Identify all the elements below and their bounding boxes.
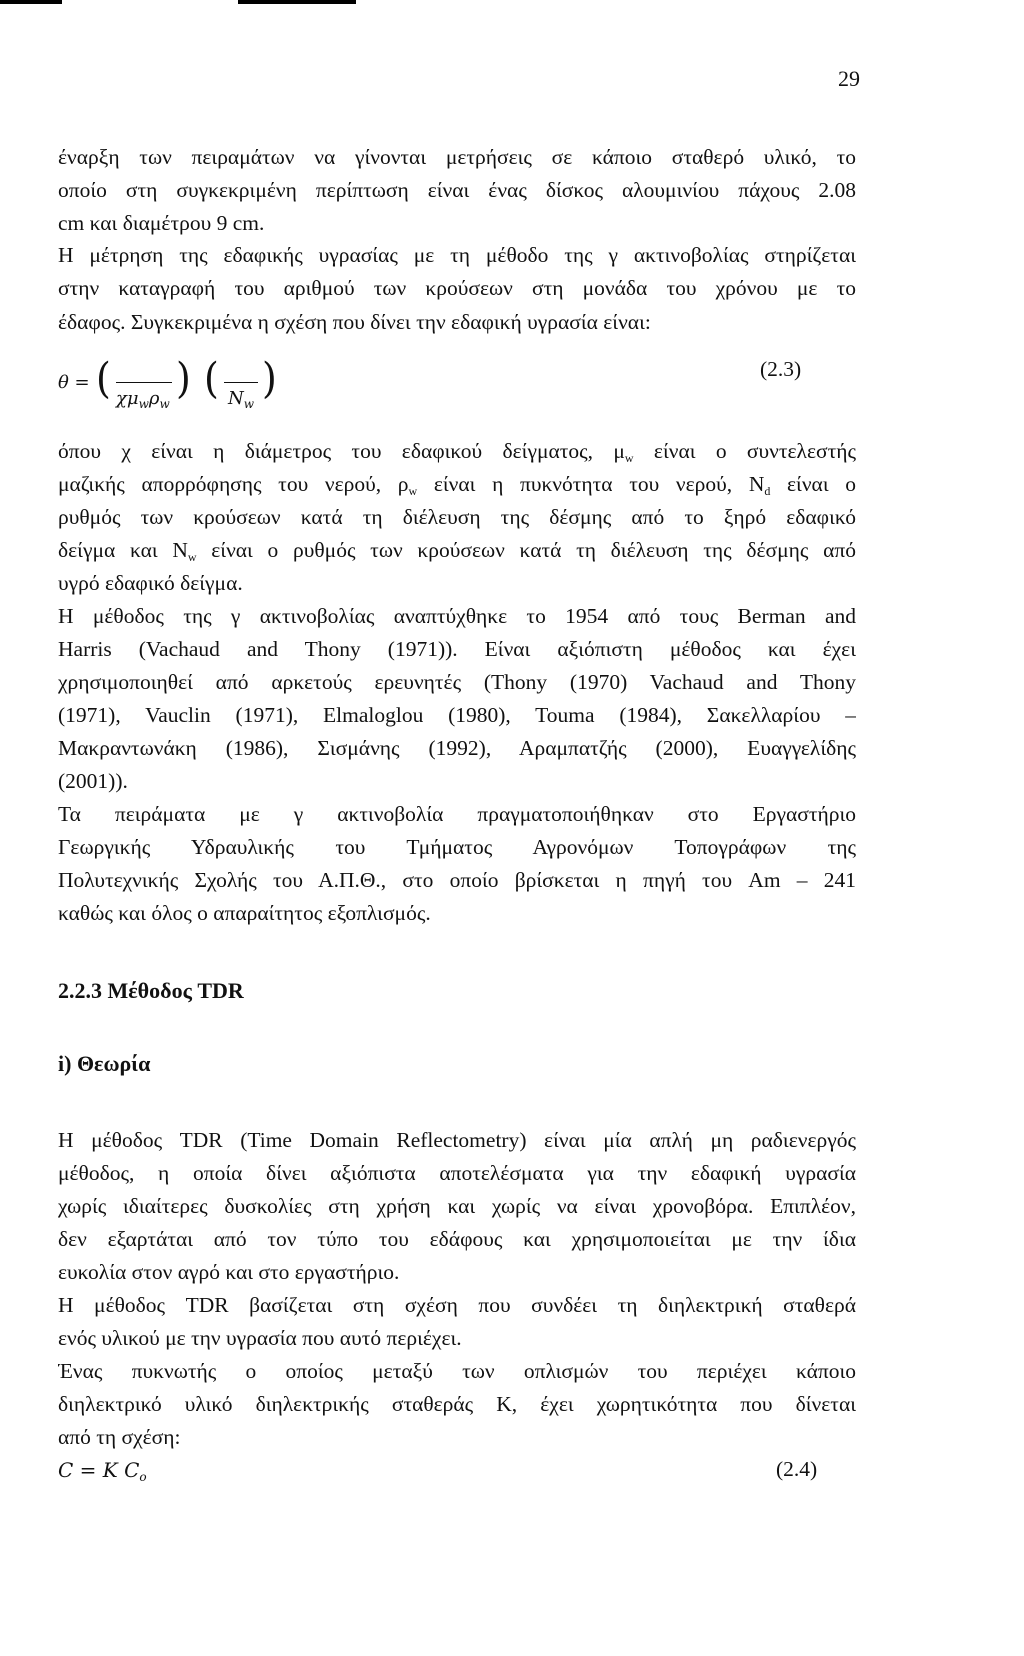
text-line: ευκολία στον αγρό και στο εργαστήριο. (58, 1260, 400, 1284)
text-line: Η μέθοδος TDR βασίζεται στη σχέση που συνδέει τη διηλεκτρική σταθερά (58, 1293, 856, 1317)
text-line: έδαφος. Συγκεκριμένα η σχέση που δίνει την εδαφική υγρασία είναι: (58, 310, 651, 334)
left-paren: ( (96, 353, 111, 403)
subsection-heading: i) Θεωρία (58, 1051, 151, 1076)
text-line: Γεωργικής Υδραυλικής του Τμήματος Αγρονόμων Τοπογράφων της (58, 835, 856, 859)
text-line: οποίο στη συγκεκριμένη περίπτωση είναι ένας δίσκος αλουμινίου πάχους 2.08 (58, 178, 856, 202)
equation-body: C = K $C_o$ (58, 1458, 147, 1484)
text-line: από τη σχέση: (58, 1425, 181, 1449)
equation-denominator: $N_w$ (228, 388, 255, 411)
text-line: δεν εξαρτάται από τον τύπο του εδάφους και χρησιμοποιείται με την ίδια (58, 1227, 856, 1251)
fraction-bar (116, 382, 172, 383)
fraction-bar (224, 382, 258, 383)
text-line: Harris (Vachaud and Thony (1971)). Είναι αξιόπιστη μέθοδος και έχει (58, 637, 856, 661)
text-line: ρυθμός των κρούσεων κατά τη διέλευση της δέσμης από το ξηρό εδαφικό (58, 505, 856, 529)
text-line: Πολυτεχνικής Σχολής του Α.Π.Θ., στο οποίο βρίσκεται η πηγή του Am – 241 (58, 868, 856, 892)
scan-edge-mark (0, 0, 62, 4)
page-number: 29 (838, 66, 860, 91)
text-line: Η μέθοδος της γ ακτινοβολίας αναπτύχθηκε το 1954 από τους Berman and (58, 604, 856, 628)
text-line: διηλεκτρικό υλικό διηλεκτρικής σταθεράς Κ, έχει χωρητικότητα που δίνεται (58, 1392, 856, 1416)
equation-lhs: θ = (58, 372, 90, 393)
text-line: Τα πειράματα με γ ακτινοβολία πραγματοποιήθηκαν στο Εργαστήριο (58, 802, 856, 826)
equation-number: (2.4) (776, 1457, 818, 1481)
left-paren: ( (204, 353, 219, 403)
text-line: μαζικής απορρόφησης του νερού, $\rho_w$ είναι η πυκνότητα του νερού, $N_d$ είναι ο (58, 472, 856, 498)
text-line: Μακραντωνάκη (1986), Σισμάνης (1992), Αραμπατζής (2000), Ευαγγελίδης (58, 736, 856, 760)
text-line: χωρίς ιδιαίτερες δυσκολίες στη χρήση και χωρίς να είναι χρονοβόρα. Επιπλέον, (58, 1194, 856, 1218)
text-line: (2001)). (58, 769, 128, 793)
right-paren: ) (176, 353, 191, 403)
section-heading: 2.2.3 Μέθοδος TDR (58, 978, 244, 1003)
scan-edge-mark (238, 0, 356, 4)
text-line: στην καταγραφή του αριθμού των κρούσεων στη μονάδα του χρόνου με το (58, 276, 856, 300)
text-line: δείγμα και $N_w$ είναι ο ρυθμός των κρούσεων κατά τη διέλευση της δέσμης από (58, 538, 856, 564)
text-line: καθώς και όλος ο απαραίτητος εξοπλισμός. (58, 901, 431, 925)
text-line: χρησιμοποιηθεί από αρκετούς ερευνητές (Thony (1970) Vachaud and Thony (58, 670, 856, 694)
text-line: Η μέθοδος TDR (Time Domain Reflectometry) είναι μία απλή μη ραδιενεργός (58, 1128, 856, 1152)
text-line: cm και διαμέτρου 9 cm. (58, 211, 265, 235)
text-line: μέθοδος, η οποία δίνει αξιόπιστα αποτελέσματα για την εδαφική υγρασία (58, 1161, 856, 1185)
text-line: Η μέτρηση της εδαφικής υγρασίας με τη μέθοδο της γ ακτινοβολίας στηρίζεται (58, 243, 856, 267)
text-line: ενός υλικού με την υγρασία που αυτό περιέχει. (58, 1326, 462, 1350)
text-line: όπου χ είναι η διάμετρος του εδαφικού δείγματος, $\mu_w$ είναι ο συντελεστής (58, 439, 856, 465)
text-line: Ένας πυκνωτής ο οποίος μεταξύ των οπλισμών του περιέχει κάποιο (58, 1359, 856, 1383)
equation-number: (2.3) (760, 357, 802, 381)
text-line: υγρό εδαφικό δείγμα. (58, 571, 243, 595)
text-line: (1971), Vauclin (1971), Elmaloglou (1980), Touma (1984), Σακελλαρίου – (58, 703, 856, 727)
right-paren: ) (262, 353, 277, 403)
equation-denominator: $\chi\mu_w\rho_w$ (116, 388, 170, 411)
text-line: έναρξη των πειραμάτων να γίνονται μετρήσεις σε κάποιο σταθερό υλικό, το (58, 145, 856, 169)
